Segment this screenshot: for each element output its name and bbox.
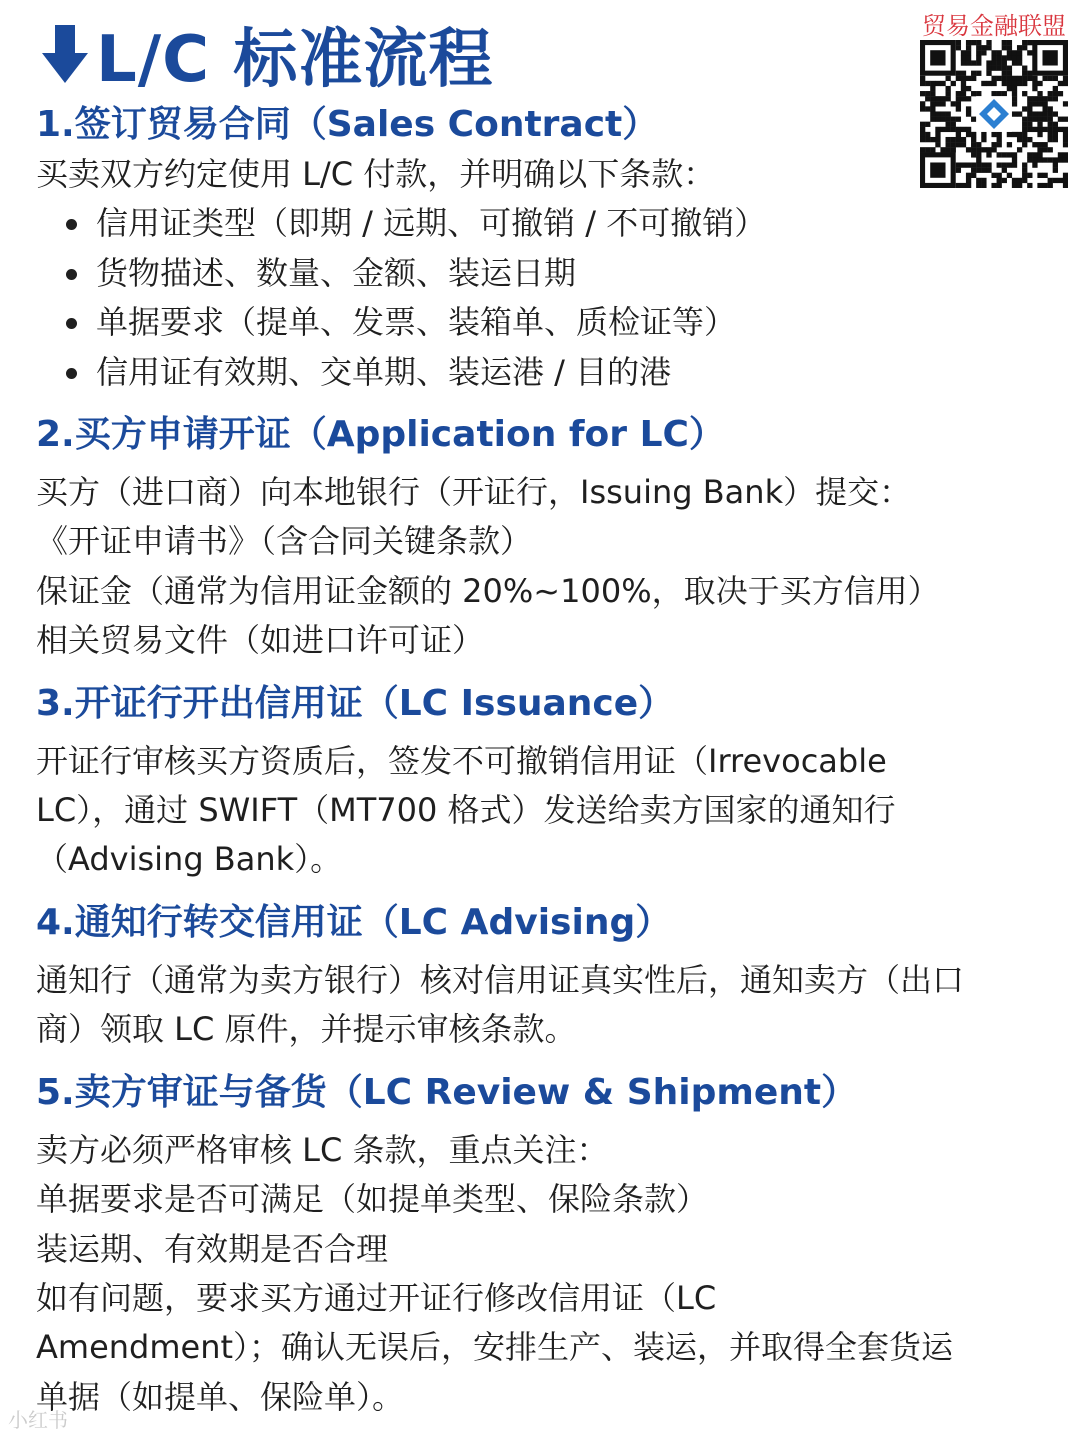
section-5: [36, 1068, 1056, 1422]
section-title: 5.卖方审证与备货（LC Review & Shipment）: [36, 1071, 858, 1113]
bullet-text: 信用证类型（即期 / 远期、可撤销 / 不可撤销）: [96, 204, 767, 243]
paragraph-line: LC），通过 SWIFT（MT700 格式）发送给卖方国家的通知行: [36, 791, 896, 830]
bullet-item: [36, 249, 1056, 298]
section-title: 3.开证行开出信用证（LC Issuance）: [36, 682, 675, 724]
paragraph-line: （Advising Bank）。: [36, 840, 343, 879]
title-row: [40, 14, 494, 97]
section-title: 4.通知行转交信用证（LC Advising）: [36, 901, 672, 943]
bullet-dot-icon: [66, 368, 77, 379]
section-2: [36, 410, 1056, 679]
paragraph-line: 通知行（通常为卖方银行）核对信用证真实性后，通知卖方（出口: [36, 960, 965, 999]
bullet-text: 信用证有效期、交单期、装运港 / 目的港: [96, 352, 672, 391]
bullet-dot-icon: [66, 219, 77, 230]
paragraph-line: 买方（进口商）向本地银行（开证行，Issuing Bank）提交：: [36, 473, 912, 512]
paragraph-line: 如有问题，要求买方通过开证行修改信用证（LC: [36, 1278, 717, 1317]
bullet-dot-icon: [66, 269, 77, 280]
paragraph-line: 装运期、有效期是否合理: [36, 1229, 389, 1268]
section-title: 2.买方申请开证（Application for LC）: [36, 414, 725, 456]
paragraph-line: 商）领取 LC 原件，并提示审核条款。: [36, 1010, 577, 1049]
document-body: [36, 100, 1056, 1422]
watermark: 小红书: [8, 1408, 68, 1432]
bullet-item: [36, 348, 1056, 397]
brand-label: 贸易金融联盟: [922, 12, 1066, 40]
paragraph-line: 买卖双方约定使用 L/C 付款，并明确以下条款：: [36, 155, 716, 193]
bullet-dot-icon: [66, 318, 77, 329]
paragraph-line: 卖方必须严格审核 LC 条款，重点关注：: [36, 1130, 609, 1169]
section-3: [36, 679, 1056, 898]
bullet-list: [36, 199, 1056, 397]
paragraph-line: 单据（如提单、保险单）。: [36, 1377, 405, 1416]
paragraph-line: 保证金（通常为信用证金额的 20%~100%，取决于买方信用）: [36, 571, 940, 610]
bullet-item: [36, 199, 1056, 248]
bullet-text: 货物描述、数量、金额、装运日期: [96, 253, 577, 292]
section-title: 1.签订贸易合同（Sales Contract）: [36, 104, 659, 145]
bullet-text: 单据要求（提单、发票、装箱单、质检证等）: [96, 303, 737, 342]
section-1: [36, 100, 1056, 410]
down-arrow-icon: [40, 23, 90, 85]
paragraph-line: Amendment）；确认无误后，安排生产、装运，并取得全套货运: [36, 1328, 954, 1367]
section-4: [36, 898, 1056, 1068]
paragraph-line: 单据要求是否可满足（如提单类型、保险条款）: [36, 1180, 709, 1219]
paragraph-line: 相关贸易文件（如进口许可证）: [36, 621, 485, 660]
paragraph-line: 开证行审核买方资质后，签发不可撤销信用证（Irrevocable: [36, 741, 887, 780]
page-title: L/C 标准流程: [96, 23, 494, 97]
bullet-item: [36, 298, 1056, 347]
paragraph-line: 《开证申请书》（含合同关键条款）: [36, 522, 533, 561]
